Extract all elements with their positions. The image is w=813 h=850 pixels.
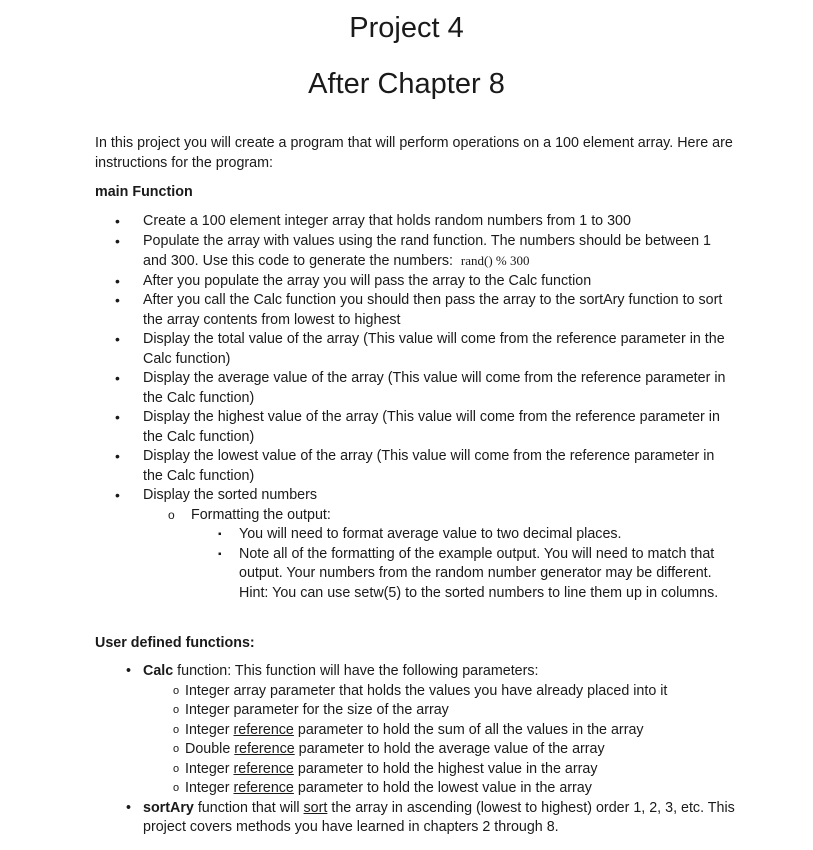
- list-item: ▪ Note all of the formatting of the example output. You will need to match that output. Your numbers from the random number generator may be different. Hint: You can use setw(5) to the sorted numbers to line them up in columns.: [218, 545, 719, 601]
- list-item: • Display the total value of the array (This value will come from the reference parameter in the Calc function): [115, 331, 725, 367]
- intro-paragraph: [95, 134, 745, 173]
- page-subtitle: After Chapter 8: [308, 68, 505, 100]
- list-item: • Create a 100 element integer array that holds random numbers from 1 to 300: [95, 212, 735, 232]
- circle-bullet-icon: o: [173, 723, 180, 736]
- circle-bullet-icon: o: [173, 762, 180, 775]
- main-function-list: [95, 212, 735, 603]
- function-name: Calc: [143, 663, 174, 679]
- bullet-icon: •: [115, 370, 120, 386]
- list-item: • Display the lowest value of the array (This value will come from the reference parameter in the Calc function): [115, 448, 715, 484]
- list-item: • Calc function: This function will have the following parameters: o Integer array parameter that holds the values you have already placed into it o Integer parameter for the size of the array o Integer reference parameter to hold the sum of all the values in the array o Double reference parameter to hold the average value of the array o Integer reference parameter to hold the highest value in the array o Integer reference parameter to hold the lowest value in the array: [95, 662, 735, 799]
- list-item: • Display the sorted numbers o Formatting the output: ▪ You will need to format average value to two decimal places. ▪ Note all of the formatting of the example output. You will need to match that output. Your numbers from the random number generator may be different. Hint: You can use setw(5) to the sorted numbers to line them up in columns.: [95, 486, 735, 603]
- user-functions-heading: User defined functions:: [95, 635, 255, 651]
- list-item: o Integer parameter for the size of the array: [143, 701, 735, 721]
- intro-text: In this project you will create a program that will perform operations on a 100 element array. Here are instructions for the program:: [95, 135, 733, 171]
- bullet-icon: •: [115, 409, 120, 425]
- list-item: o Double reference parameter to hold the average value of the array: [143, 740, 735, 760]
- bullet-icon: •: [115, 448, 120, 464]
- bullet-icon: •: [126, 663, 132, 679]
- bullet-icon: •: [115, 331, 120, 347]
- bullet-icon: •: [115, 292, 120, 308]
- list-item: o Integer reference parameter to hold the sum of all the values in the array: [143, 721, 735, 741]
- circle-bullet-icon: o: [173, 782, 180, 794]
- list-item: o Integer reference parameter to hold the highest value in the array: [143, 760, 735, 780]
- list-item: • After you populate the array you will pass the array to the Calc function: [95, 272, 735, 292]
- user-functions-list: [95, 662, 735, 838]
- main-function-heading: main Function: [95, 184, 193, 200]
- bullet-icon: •: [115, 272, 120, 289]
- list-item: • Populate the array with values using the rand function. The numbers should be between 1 and 300. Use this code to generate the numbers: rand() % 300: [115, 232, 712, 269]
- square-bullet-icon: ▪: [218, 548, 222, 560]
- calc-parameter-list: [143, 682, 735, 799]
- bullet-icon: •: [115, 213, 120, 229]
- bullet-icon: •: [115, 232, 120, 249]
- list-item: o Integer array parameter that holds the values you have already placed into it: [143, 682, 735, 702]
- list-item: ▪ You will need to format average value to two decimal places.: [191, 525, 735, 545]
- circle-bullet-icon: o: [173, 743, 180, 755]
- list-item: • After you call the Calc function you should then pass the array to the sortAry function to sort the array contents from lowest to highest: [115, 292, 723, 328]
- circle-bullet-icon: o: [168, 507, 175, 522]
- formatting-details-list: [191, 525, 735, 603]
- formatting-list: [143, 506, 735, 604]
- list-item: o Formatting the output: ▪ You will need to format average value to two decimal places. ▪ Note all of the formatting of the example output. You will need to match that output. Your numbers from the random number generator may be different. Hint: You can use setw(5) to the sorted numbers to line them up in columns.: [143, 506, 735, 604]
- code-snippet: rand() % 300: [460, 253, 530, 268]
- function-name: sortAry: [143, 799, 194, 816]
- bullet-icon: •: [115, 487, 120, 503]
- circle-bullet-icon: o: [173, 704, 180, 716]
- list-item: • sortAry function that will sort the array in ascending (lowest to highest) order 1, 2, 3, etc. This project covers methods you have learned in chapters 2 through 8.: [126, 799, 735, 835]
- list-item: o Integer reference parameter to hold the lowest value in the array: [143, 779, 735, 799]
- square-bullet-icon: ▪: [218, 529, 222, 540]
- page-title: Project 4: [349, 12, 464, 44]
- circle-bullet-icon: o: [173, 684, 180, 697]
- list-item: • Display the average value of the array (This value will come from the reference parameter in the Calc function): [115, 370, 726, 406]
- bullet-icon: •: [126, 799, 132, 816]
- list-item: • Display the highest value of the array (This value will come from the reference parameter in the Calc function): [115, 409, 720, 445]
